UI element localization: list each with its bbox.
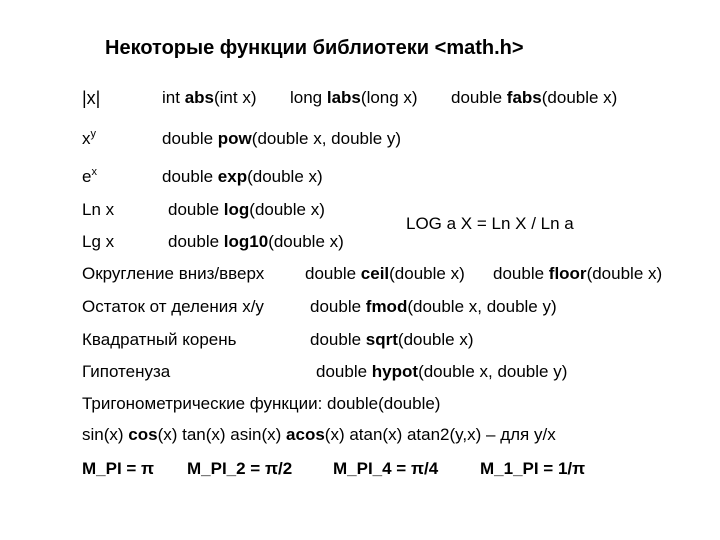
sig-log xyxy=(168,200,325,220)
label-lg: Lg x xyxy=(82,232,115,251)
trig-heading: Тригонометрические функции: double(double) xyxy=(82,394,441,413)
trig-acos-rest: (x) atan(x) atan2(y,x) – для y/x xyxy=(324,425,556,444)
fn-cos: cos xyxy=(128,425,158,444)
sig-fabs xyxy=(451,88,617,108)
sig-sqrt-pre: double xyxy=(310,330,366,349)
sig-exp xyxy=(162,167,323,187)
label-abs: |x| xyxy=(82,88,101,108)
label-round: Округление вниз/вверх xyxy=(82,264,265,283)
label-sqrt: Квадратный корень xyxy=(82,330,237,349)
label-fmod: Остаток от деления x/y xyxy=(82,297,264,316)
fn-exp: exp xyxy=(217,167,248,186)
sig-log10 xyxy=(168,232,344,252)
sig-log10-pre: double xyxy=(168,232,224,251)
label-pow xyxy=(82,129,96,149)
fn-hypot: hypot xyxy=(371,362,419,381)
fn-acos: acos xyxy=(286,425,325,444)
label-pow-sup: y xyxy=(90,128,96,140)
fn-fmod: fmod xyxy=(365,297,408,316)
sig-labs xyxy=(290,88,418,108)
trig-functions xyxy=(82,425,556,445)
const-m-1-pi: M_1_PI = 1/π xyxy=(480,459,586,478)
fn-pow: pow xyxy=(217,129,252,148)
fn-sqrt: sqrt xyxy=(365,330,398,349)
sig-log-post: (double x) xyxy=(249,200,325,219)
sig-fmod xyxy=(310,297,557,317)
trig-sin: sin(x) xyxy=(82,425,129,444)
label-exp-base: e xyxy=(82,167,92,186)
fn-fabs: fabs xyxy=(506,88,542,107)
label-exp xyxy=(82,167,97,187)
const-m-pi-2: M_PI_2 = π/2 xyxy=(187,459,293,478)
sig-ceil-post: (double x) xyxy=(389,264,465,283)
const-m-pi: M_PI = π xyxy=(82,459,155,478)
sig-pow-post: (double x, double y) xyxy=(251,129,402,148)
log-base-note: LOG a X = Ln X / Ln a xyxy=(406,214,574,233)
label-pow-base: x xyxy=(82,129,91,148)
label-ln: Ln x xyxy=(82,200,115,219)
sig-sqrt xyxy=(310,330,474,350)
sig-hypot-pre: double xyxy=(316,362,372,381)
sig-abs-post: (int x) xyxy=(213,88,257,107)
sig-abs xyxy=(162,88,256,108)
fn-log10: log10 xyxy=(223,232,269,251)
sig-sqrt-post: (double x) xyxy=(397,330,474,349)
sig-floor-post: (double x) xyxy=(586,264,663,283)
sig-fmod-pre: double xyxy=(310,297,366,316)
sig-log10-post: (double x) xyxy=(268,232,344,251)
page-title: Некоторые функции библиотеки <math.h> xyxy=(105,37,524,59)
sig-fabs-post: (double x) xyxy=(541,88,618,107)
fn-labs: labs xyxy=(326,88,361,107)
sig-floor xyxy=(493,264,662,284)
sig-fabs-pre: double xyxy=(451,88,507,107)
trig-cos-rest: (x) tan(x) asin(x) xyxy=(157,425,287,444)
sig-hypot xyxy=(316,362,567,382)
fn-floor: floor xyxy=(548,264,587,283)
sig-pow-pre: double xyxy=(162,129,218,148)
label-exp-sup: x xyxy=(91,166,97,178)
sig-labs-pre: long xyxy=(290,88,327,107)
sig-exp-pre: double xyxy=(162,167,218,186)
sig-ceil-pre: double xyxy=(305,264,361,283)
sig-exp-post: (double x) xyxy=(247,167,323,186)
sig-pow xyxy=(162,129,401,149)
sig-fmod-post: (double x, double y) xyxy=(407,297,557,316)
sig-abs-pre: int xyxy=(162,88,185,107)
sig-floor-pre: double xyxy=(493,264,549,283)
label-hypot: Гипотенуза xyxy=(82,362,171,381)
sig-hypot-post: (double x, double y) xyxy=(418,362,568,381)
const-m-pi-4: M_PI_4 = π/4 xyxy=(333,459,439,478)
sig-labs-post: (long x) xyxy=(360,88,418,107)
fn-ceil: ceil xyxy=(360,264,390,283)
fn-abs: abs xyxy=(184,88,214,107)
sig-log-pre: double xyxy=(168,200,224,219)
sig-ceil xyxy=(305,264,465,284)
fn-log: log xyxy=(223,200,250,219)
